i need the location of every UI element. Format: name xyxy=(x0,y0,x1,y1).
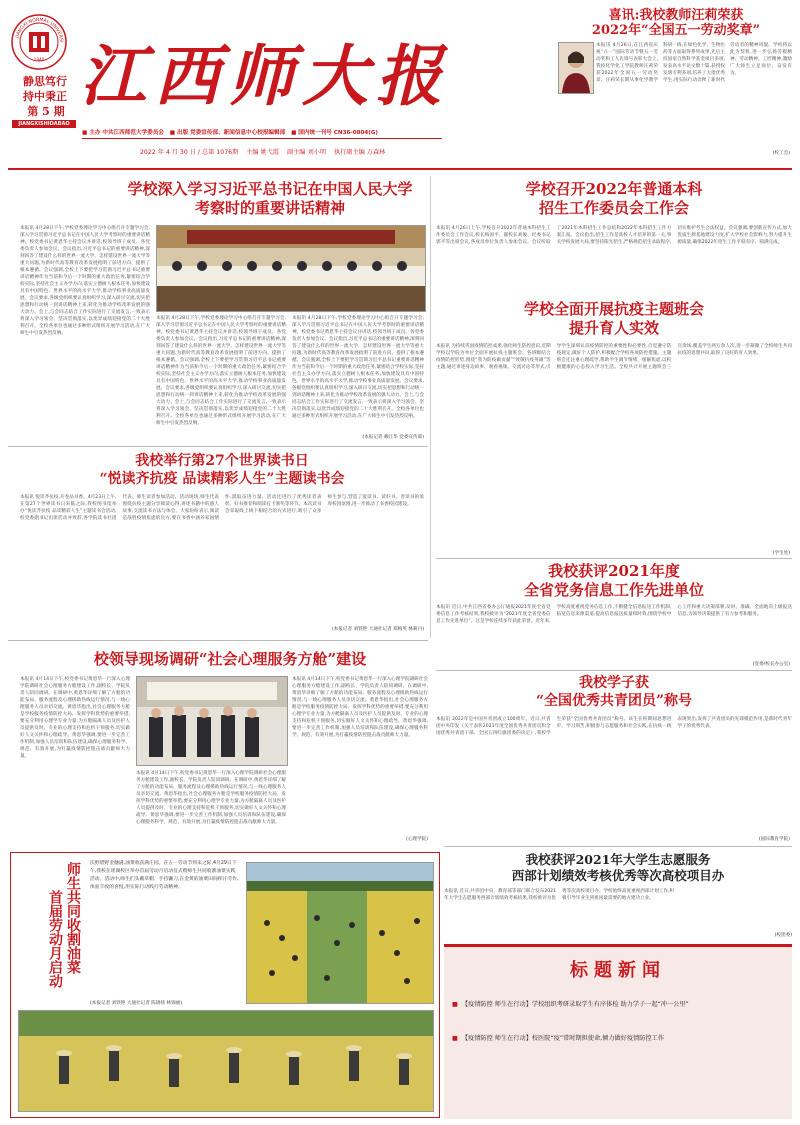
total-issue: 总第 1076期 xyxy=(202,149,239,156)
reading-body: 本报讯 悦读齐抗疫,开卷品书香。4月23日上午,在第27个世界读书日来临之际,我校图书馆举办“悦读齐抗疫 品读精彩人生”主题读书会活动,校党委副书记出席活动并致辞,各学院读书社团代表、师生读者参加活动。活动现场,师生代表围绕抗疫主题分享阅读心得,讲述书籍中的感人故事,交流读书方法与体会。大家纷纷表示,阅读是战胜疫情焦虑的良方,要在书香中涵养家国情怀,汲取奋进力量。活动还进行了优秀读者表彰、好书推荐和阅读打卡颁奖等环节。本次读书会采取线上线下相结合的方式进行,吸引了众多师生参与,营造了爱读书、读好书、善读书的浓厚校园氛围,进一步推动了书香校园建设。 xyxy=(20,495,424,521)
psych-body-left: 本报讯 4月14日下午,校党委书记黄恩华一行深入心理学院调研社会心理服务方舱建设工作,副校长、学院负责人陪同调研。在调研中,黄恩华详细了解了方舱的功能布局、服务流程及心理援助热线运行情况,与一线心理服务人员亲切交流。黄恩华指出,社会心理服务方舱是学校服务疫情防控大局、发挥学科优势的重要举措,要充分利用心理学专业力量,为方舱隔离人员及医护人员提供及时、专业的心理支持和危机干预服务,切实做好人文关怀和心理疏导。黄恩华强调,要进一步完善工作机制,加强人员培训和队伍建设,确保心理服务科学、规范、有效开展,为打赢疫情防控阻击战贡献师大力量。 xyxy=(20,677,130,759)
psych-top-rule xyxy=(8,640,428,641)
issue-date: 2022 年 4 月 30 日 xyxy=(140,149,196,156)
recruit-headline-a: 学校召开2022年普通本科 xyxy=(525,180,703,198)
recruit-headline-b: 招生工作委员会工作会 xyxy=(538,199,689,217)
square-bullet-icon: ■ xyxy=(452,1035,458,1042)
harvest-photo-people xyxy=(18,1010,434,1112)
study-body-left: 本报讯 4月28日下午,学校党委理论学习中心组召开专题学习会,深入学习贯彻习近平总书记在中国人民大学考察时的重要讲话精神。校党委书记黄恩华主持会议并讲话,校领导班子成员、各党委负责人参加会议。会议指出,习近平总书记的重要讲话精神,深刻回答了建设什么样的世界一流大学、怎样建设世界一流大学等重大问题,为新时代高等教育改革发展指明了前进方向、提供了根本遵循。会议强调,全校上下要把学习贯彻习近平总书记重要讲话精神作为当前和今后一个时期的重大政治任务,紧密结合学校实际,坚持社会主义办学方向,落实立德树人根本任务,加快建设具有中国特色、世界水平的高水平大学,推动学校事业高质量发展。会议要求,各级党组织要认真组织学习,深入研讨交流,切实把思想和行动统一到讲话精神上来,转化为推动学校改革发展的强大动力。会上,与会同志结合工作实际进行了交流发言,一致表示将深入学习领会、坚决贯彻落实,以优异成绩迎接党的二十大胜利召开。全校各单位也通过多种形式组织开展学习活动,在广大师生中引发热烈反响。 xyxy=(20,226,150,336)
study-byline: (本报记者 赖江华 党委宣传部) xyxy=(362,435,424,440)
masthead-title: 江西师大报 xyxy=(80,37,450,115)
honor-headline-a: 我校学子获 xyxy=(579,675,649,691)
masthead-date-line: 2022 年 4 月 30 日 / 总第 1076期 主编 姚弋霞 副主编 刘小明 执行副主编 万森林 xyxy=(140,149,386,156)
study-body-right: 本报讯 4月28日下午,学校党委理论学习中心组召开专题学习会,深入学习贯彻习近平总书记在中国人民大学考察时的重要讲话精神。校党委书记黄恩华主持会议并讲话,校领导班子成员、各党委负责人参加会议。会议指出,习近平总书记的重要讲话精神,深刻回答了建设什么样的世界一流大学、怎样建设世界一流大学等重大问题,为新时代高等教育改革发展指明了前进方向、提供了根本遵循。会议强调,全校上下要把学习贯彻习近平总书记重要讲话精神作为当前和今后一个时期的重大政治任务,紧密结合学校实际,坚持社会主义办学方向,落实立德树人根本任务,加快建设具有中国特色、世界水平的高水平大学,推动学校事业高质量发展。会议要求,各级党组织要认真组织学习,深入研讨交流,切实把思想和行动统一到讲话精神上来,转化为推动学校改革发展的强大动力。会上,与会同志结合工作实际进行了交流发言,一致表示将深入学习领会、坚决贯彻落实,以优异成绩迎接党的二十大胜利召开。全校各单位也通过多种形式组织开展学习活动,在广大师生中引发热烈反响。 xyxy=(292,316,424,419)
study-headline-a: 学校深入学习习近平总书记在中国人民大学 xyxy=(127,180,413,198)
headline-news-item-2-text: 【疫情防控 师生在行动】校医院“疫”常时期担使命,倾力做好疫情防控工作 xyxy=(461,1035,665,1042)
publisher-info: ■ 主办 中共江西师范大学委员会 xyxy=(82,130,164,136)
study-headline-b: 考察时的重要讲话精神 xyxy=(194,199,345,217)
recruit-body: 本报讯 4月26日上午,学校召开2022年普通本科招生工作委员会工作会议,校长梅国平、副校长刘俊、纪委书记郭平等出席会议,各成员单位负责人参加会议。会议听取了2021年本科招生工作总结和2022年本科招生工作方案汇报。会议指出,招生工作是高校人才培养的第一关,事关学校发展大局,要坚持阳光招生,严格规范招生录取程序,切实维护考生合法权益。会议强调,要创新宣传方式,加大优质生源基地建设力度,扩大学校社会影响力,努力提升生源质量,确保2022年招生工作平稳有序、圆满完成。 xyxy=(436,226,792,245)
party-top-rule xyxy=(436,558,792,559)
award-byline: (校工会) xyxy=(772,151,790,156)
psych-headline: 校领导现场调研“社会心理服务方舱”建设 xyxy=(93,650,367,668)
press-info: ■ 出版 党委宣传部、新闻信息中心校报编辑部 xyxy=(169,130,286,136)
study-meeting-photo xyxy=(156,225,426,312)
party-headline-a: 我校获评2021年度 xyxy=(548,562,680,580)
square-bullet-icon: ■ xyxy=(452,1001,458,1008)
honor-top-rule xyxy=(436,670,792,671)
harvest-photo-field xyxy=(246,862,434,1004)
seal-text: JIANGXI NORMAL UNIVERSI xyxy=(15,17,64,43)
award-body: 本报讯 4月26日,在江西省庆祝“五一”国际劳动节暨五一劳动奖和工人先锋号表彰大会上,我校化学化工学院教师汪莉荣获2022年全国五一劳动奖章。汪莉荣长期从事化学教学科研一线,在绿色化学、生物医药等方面取得系列成果,先后主持国家自然科学基金项目多项,发表高水平论文数十篇,获授权发明专利多项,培养了大批优秀学生,用实际行动诠释了新时代劳动者的精神风貌。学校将以此为契机,进一步弘扬劳模精神、劳动精神、工匠精神,激励广大师生立足岗位、奋发有为。 xyxy=(596,43,792,83)
recruit-headline xyxy=(436,180,792,218)
feature-byline: (本报记者 刘铁艳 大通社记者 陈锦扬 林锦丽) xyxy=(90,1001,183,1006)
headline-news-item-1-text: 【疫情防控 师生在行动】学校组织考研录取学生有序体检 助力学子一起“冲一公里” xyxy=(461,1001,689,1008)
chief-editor: 主编 姚弋霞 xyxy=(246,149,280,156)
feature-title-2: 首届劳动月启动 xyxy=(47,890,63,988)
headline-news-item-1[interactable] xyxy=(452,1000,784,1010)
masthead-rule xyxy=(82,138,442,139)
issue-number: 第 5 期 xyxy=(27,105,65,118)
reading-byline: (本报记者 刘铁艳 大通社记者 郑梅英 林莉丹) xyxy=(331,627,424,632)
executive-editor: 执行副主编 万森林 xyxy=(333,149,386,156)
psych-body-mid: 本报讯 4月14日下午,校党委书记黄恩华一行深入心理学院调研社会心理服务方舱建设工作,副校长、学院负责人陪同调研。在调研中,黄恩华详细了解了方舱的功能布局、服务流程及心理援助热线运行情况,与一线心理服务人员亲切交流。黄恩华指出,社会心理服务方舱是学校服务疫情防控大局、发挥学科优势的重要举措,要充分利用心理学专业力量,为方舱隔离人员及医护人员提供及时、专业的心理支持和危机干预服务,切实做好人文关怀和心理疏导。黄恩华强调,要进一步完善工作机制,加强人员培训和队伍建设,确保心理服务科学、规范、有效开展,为打赢疫情防控阻击战贡献师大力量。 xyxy=(136,771,286,825)
seal-year: 1940 xyxy=(33,57,45,62)
feature-title-1: 师生共同收割油菜 xyxy=(65,862,81,974)
award-headline-a: 我校教师汪莉荣获 xyxy=(639,8,744,23)
masthead-bottom-rule xyxy=(8,168,792,170)
antiepidemic-headline-b: 提升育人实效 xyxy=(568,319,659,337)
psych-visit-photo xyxy=(136,676,288,766)
volunteer-top-rule xyxy=(444,846,792,847)
party-headline xyxy=(436,562,792,600)
feature-body-box xyxy=(90,860,240,992)
masthead-motto xyxy=(16,74,74,104)
psych-byline: (心理学院) xyxy=(406,837,428,842)
psych-body-right: 本报讯 4月14日下午,校党委书记黄恩华一行深入心理学院调研社会心理服务方舱建设工作,副校长、学院负责人陪同调研。在调研中,黄恩华详细了解了方舱的功能布局、服务流程及心理援助热线运行情况,与一线心理服务人员亲切交流。黄恩华指出,社会心理服务方舱是学校服务疫情防控大局、发挥学科优势的重要举措,要充分利用心理学专业力量,为方舱隔离人员及医护人员提供及时、专业的心理支持和危机干预服务,切实做好人文关怀和心理疏导。黄恩华强调,要进一步完善工作机制,加强人员培训和队伍建设,确保心理服务科学、规范、有效开展,为打赢疫情防控阻击战贡献师大力量。 xyxy=(292,677,428,738)
reading-headline-a: 我校举行第27个世界读书日 xyxy=(135,453,309,469)
honor-body: 本报讯 2022年是中国共青团成立100周年。近日,共青团中央印发《关于表彰2021年度全国优秀共青团员和全国优秀共青团干部、全国五四红旗团委的决定》,我校学生荣获“全国优秀共青团员”称号。该生在校期间思想进步、学习刻苦,积极参与志愿服务和社会实践,在抗疫一线表现突出,发挥了共青团员的先锋模范作用,是新时代青年学子的优秀代表。 xyxy=(436,717,792,736)
volunteer-headline xyxy=(444,852,792,884)
masthead-info-bar xyxy=(82,128,442,136)
motto-line-1: 静思笃行 xyxy=(23,75,67,88)
headline-news-item-2[interactable] xyxy=(452,1034,784,1044)
award-portrait xyxy=(558,42,594,94)
headline-news-title: 标题新闻 xyxy=(570,960,666,981)
award-headline xyxy=(558,8,794,39)
antiepidemic-byline: (学生处) xyxy=(772,551,790,556)
study-body-mid: 本报讯 4月28日下午,学校党委理论学习中心组召开专题学习会,深入学习贯彻习近平总书记在中国人民大学考察时的重要讲话精神。校党委书记黄恩华主持会议并讲话,校领导班子成员、各党委负责人参加会议。会议指出,习近平总书记的重要讲话精神,深刻回答了建设什么样的世界一流大学、怎样建设世界一流大学等重大问题,为新时代高等教育改革发展指明了前进方向、提供了根本遵循。会议强调,全校上下要把学习贯彻习近平总书记重要讲话精神作为当前和今后一个时期的重大政治任务,紧密结合学校实际,坚持社会主义办学方向,落实立德树人根本任务,加快建设具有中国特色、世界水平的高水平大学,推动学校事业高质量发展。会议要求,各级党组织要认真组织学习,深入研讨交流,切实把思想和行动统一到讲话精神上来,转化为推动学校改革发展的强大动力。会上,与会同志结合工作实际进行了交流发言,一致表示将深入学习领会、坚决贯彻落实,以优异成绩迎接党的二十大胜利召开。全校各单位也通过多种形式组织开展学习活动,在广大师生中引发热烈反响。 xyxy=(156,316,286,426)
party-headline-b: 全省党务信息工作先进单位 xyxy=(523,581,704,599)
reading-top-rule xyxy=(8,446,428,447)
reading-headline-b: “悦读齐抗疫 品读精彩人生”主题读书会 xyxy=(99,471,345,487)
award-kicker: 喜讯: xyxy=(608,8,640,23)
motto-line-2: 持中秉正 xyxy=(23,90,67,103)
volunteer-body: 本报讯 近日,共青团中央、教育部等部门联合发布2021年大学生志愿服务西部计划绩效考核结果,我校被评为优秀等次高校项目办。学校始终高度重视西部计划工作,积极引导毕业生到祖国最需要的地方建功立业。 xyxy=(444,889,674,901)
feature-body: 沃野碧野金穗满,油菜收获满庄园。在五一劳动节到来之际,4月29日下午,我校在瑶湖校区举办首届劳动月启动仪式暨师生共同收割油菜实践活动。活动中,师生们头戴草帽、手持镰刀,在金黄的油菜田间挥汗劳作,体验丰收的喜悦,用实际行动践行劳动精神。 xyxy=(90,861,239,890)
party-byline: (党委/校长办公室) xyxy=(752,662,790,667)
antiepidemic-headline-a: 学校全面开展抗疫主题班会 xyxy=(523,300,704,318)
column-divider xyxy=(430,176,431,638)
party-body: 本报讯 近日,中共江西省委办公厅通报2021年度全省党委信息工作考核结果,我校被评为“2021年度全省党委信息工作先进单位”。这是学校连续多年获此荣誉。近年来,学校高度重视党务信息工作,不断健全信息报送工作机制,拓宽信息来源渠道,提高信息报送质量和时效,围绕学校中心工作和重大决策部署,及时、准确、全面地向上级报送信息,为领导决策提供了有力参考和服务。 xyxy=(436,605,792,624)
award-headline-b: 2022年“全国五一劳动奖章” xyxy=(591,23,761,38)
volunteer-byline: (校团委) xyxy=(774,933,792,938)
university-seal xyxy=(11,14,67,70)
antiepidemic-headline xyxy=(436,300,792,338)
masthead-pinyin: JIANGXISHIDABAO xyxy=(12,120,76,128)
volunteer-headline-b: 西部计划绩效考核优秀等次高校项目办 xyxy=(511,868,725,883)
honor-headline-b: “全国优秀共青团员”称号 xyxy=(535,693,693,709)
honor-headline xyxy=(436,674,792,710)
deputy-editor: 副主编 刘小明 xyxy=(286,149,327,156)
reading-headline xyxy=(20,452,424,488)
volunteer-headline-a: 我校获评2021年大学生志愿服务 xyxy=(525,852,711,867)
honor-byline: (国际教育学院) xyxy=(758,837,790,842)
antiepidemic-body: 本报讯 为持续巩固疫情防控成果,强化师生防控意识,近期学校以学院为单位全面开展抗疫主题班会。各班级结合疫情防控形势,围绕“我为防疫做贡献”“致敬抗疫英雄”等主题,通过讲述身边故事、观看视频、交流讨论等形式,引导学生深刻认识疫情防控的重要性和必要性,自觉遵守防疫规定,做好个人防护,积极配合学校各项防控措施。主题班会还注重心理疏导,帮助学生调节情绪、缓解焦虑,以积极健康的心态投入学习生活。全校共计开展主题班会三百余场,覆盖学生两万余人次,进一步凝聚了全校师生共同抗疫的思想共识,取得了良好的育人效果。 xyxy=(436,344,792,370)
cn-number-info: ■ 国内统一刊号 CN36-0804(G) xyxy=(291,130,378,136)
